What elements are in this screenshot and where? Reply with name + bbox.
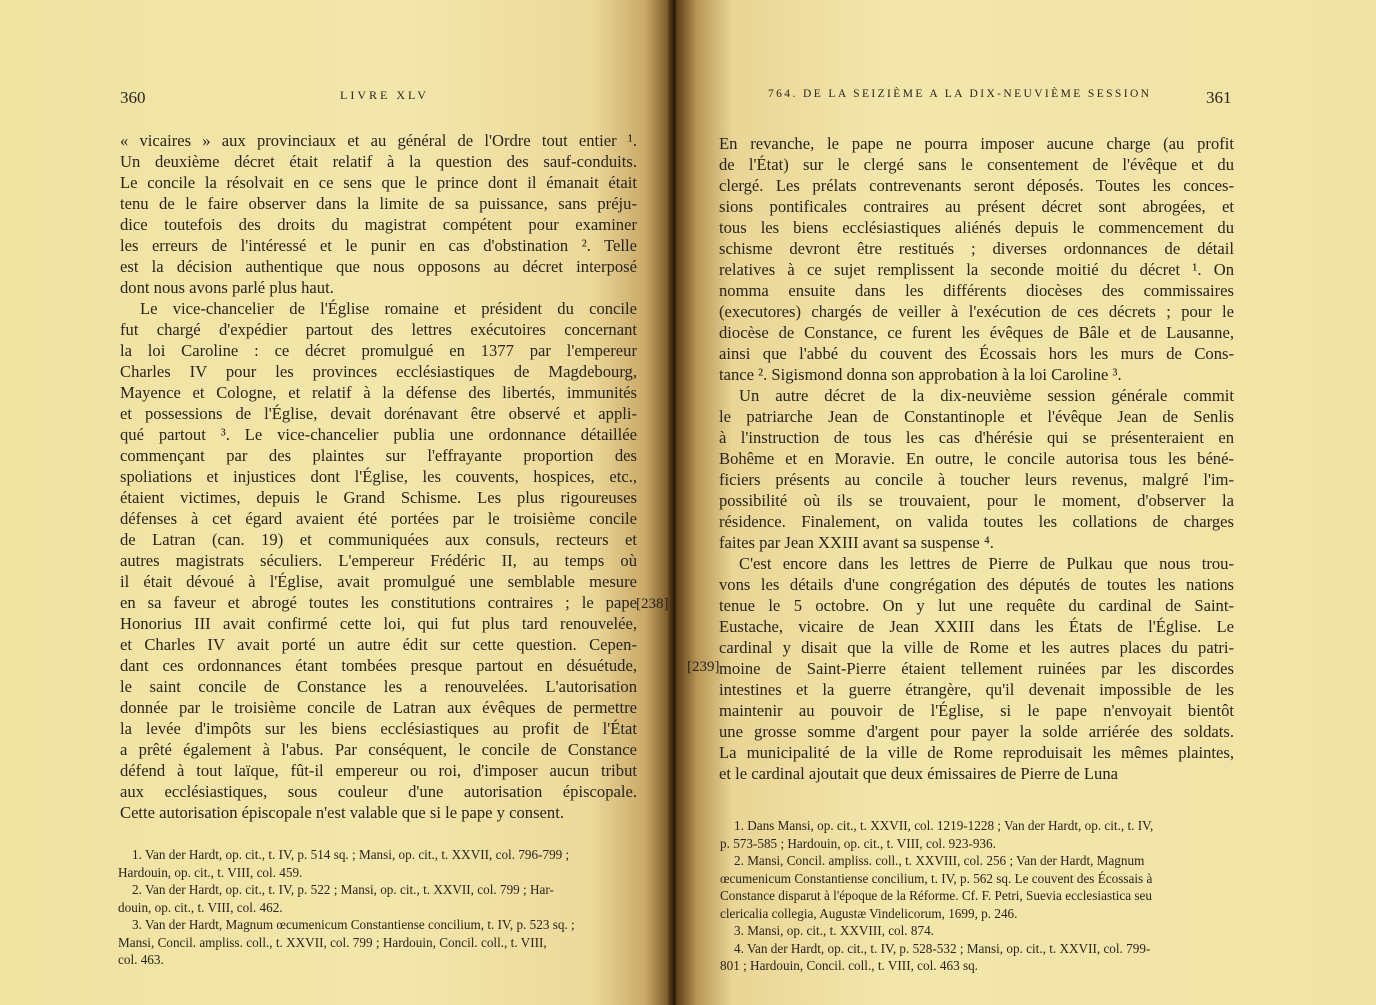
text-line: Le concile la résolvait en ce sens que le prince dont il émanait était [120,173,637,192]
text-line: Cette autorisation épiscopale n'est valable que si le pape y consent. [120,803,564,822]
text-line: à l'instruction de tous les cas d'hérésie qui se présenteraient en [719,428,1234,447]
footnote-line: douin, op. cit., t. VIII, col. 462. [118,899,283,915]
text-line: maintenir au pouvoir de l'Église, si le pape n'envoyait bientôt [719,701,1234,720]
footnote-line: Mansi, Concil. ampliss. coll., t. XXVII, col. 799 ; Hardouin, Concil. coll., t. VIII, [118,934,547,950]
footnote-line: 2. Van der Hardt, op. cit., t. IV, p. 522 ; Mansi, op. cit., t. XXVII, col. 799 ; Har- [132,882,554,897]
footnote-line: 1. Dans Mansi, op. cit., t. XXVII, col. 1219-1228 ; Van der Hardt, op. cit., t. IV, [734,818,1154,833]
text-line: qué partout ³. Le vice-chancelier publia une ordonnance détaillée [120,425,637,444]
text-line: Le vice-chancelier de l'Église romaine et président du concile [140,299,637,318]
text-line: clergé. Les prélats contrevenants seront déposés. Toutes les conces- [719,176,1234,195]
text-line: moine de Saint-Pierre étaient tellement ruinées par les discordes [719,659,1234,678]
text-line: ainsi que l'abbé du couvent des Écossais hors les murs de Cons- [719,344,1234,363]
text-line: dice toutefois des droits du magistrat compétent pour examiner [120,215,637,234]
text-line: commençant par des plaintes sur l'effrayante proportion des [120,446,637,465]
text-line: nomma ensuite dans les différents diocèses des commissaires [719,281,1234,300]
text-line: donnée par le troisième concile de Latran aux évêques de permettre [120,698,637,717]
text-line: et le cardinal ajoutait que deux émissaires de Pierre de Luna [719,764,1119,783]
footnote-line: Constance disparut à l'époque de la Réforme. Cf. F. Petri, Suevia ecclesiastica seu [720,888,1152,903]
text-line: tous les biens ecclésiastiques aliénés depuis le commencement du [719,218,1234,237]
text-line: tance ². Sigismond donna son approbation à la loi Caroline ³. [719,365,1122,384]
text-line: possibilité où ils se trouvaient, pour le moment, d'observer la [719,491,1234,510]
left-margin-reference: [238] [636,596,669,612]
text-line: Honorius III avait confirmé cette loi, qui fut plus tard renouvelée, [120,614,637,633]
text-line: tenu de le faire observer dans la limite de sa puissance, sans préju- [120,194,637,213]
footnote-line: 3. Mansi, op. cit., t. XXVIII, col. 874. [734,923,934,938]
text-line: Mayence et Cologne, et relatif à la défense des libertés, immunités [120,383,637,402]
text-line: en sa faveur et abrogé toutes les constitutions contraires ; le pape [120,593,637,612]
left-page [0,0,672,1005]
footnote-line: 2. Mansi, Concil. ampliss. coll., t. XXVIII, col. 256 ; Van der Hardt, Magnum [734,853,1145,868]
text-line: Un autre décret de la dix-neuvième session générale commit [739,386,1234,405]
text-line: défenses à cet égard avaient été portées par le troisième concile [120,509,637,528]
footnote-line: 1. Van der Hardt, op. cit., t. IV, p. 514 sq. ; Mansi, op. cit., t. XXVII, col. 796-799 ; [132,847,570,862]
left-body-text [120,130,637,823]
text-line: Eustache, vicaire de Jean XXIII dans les États de l'Église. Le [719,617,1234,636]
footnote-line: clericalia collegia, Augustæ Vindelicorum, 1699, p. 246. [720,905,1018,921]
text-line: de Latran (can. 19) et communiquées aux consuls, recteurs et [120,530,637,549]
text-line: spoliations et injustices dont l'Église, les couvents, hospices, etc., [120,467,637,486]
text-line: et possessions de l'Église, devait dorénavant être observé et appli- [120,404,637,423]
text-line: Un deuxième décret était relatif à la question des sauf-conduits. [120,152,637,171]
text-line: C'est encore dans les lettres de Pierre de Pulkau que nous trou- [739,554,1234,573]
text-line: résidence. Finalement, on valida toutes les collations de charges [719,512,1234,531]
text-line: autres magistrats séculiers. L'empereur Frédéric II, au temps où [120,551,637,570]
right-margin-reference: [239] [687,659,720,675]
text-line: (executores) chargés de veiller à l'exécution de ces décrets ; pour le [719,302,1234,321]
text-line: Charles IV pour les provinces ecclésiastiques de Magdebourg, [120,362,637,381]
footnote-line: 801 ; Hardouin, Concil. coll., t. VIII, col. 463 sq. [720,958,978,973]
text-line: « vicaires » aux provinciaux et au général de l'Ordre tout entier ¹. [120,131,637,150]
text-line: la levée d'impôts sur les biens ecclésiastiques au profit de l'État [120,719,637,738]
footnote-line: Hardouin, op. cit., t. VIII, col. 459. [118,864,303,880]
text-line: La municipalité de la ville de Rome reproduisait les mêmes plaintes, [719,743,1234,762]
text-line: relatives à ce sujet remplissent la seconde moitié du décret ¹. On [719,260,1234,279]
text-line: ficiers présents au concile à toucher leurs revenus, malgré l'im- [719,470,1234,489]
text-line: dant ces ordonnances étant tombées presque partout en désuétude, [120,656,637,675]
text-line: intestines et la guerre étrangère, qu'il devenait impossible de les [719,680,1234,699]
left-footnotes [118,846,637,969]
text-line: de l'État) sur le clergé sans le consentement de l'évêque et du [719,155,1234,174]
text-line: étaient victimes, depuis le Grand Schisme. Les plus rigoureuses [120,488,637,507]
text-line: les erreurs de l'intéressé et le punir en cas d'obstination ². Telle [120,236,637,255]
text-line: le saint concile de Constance les a renouvelées. L'autorisation [120,677,637,696]
text-line: défend à tout laïque, fût-il empereur ou roi, d'imposer aucun tribut [120,761,637,780]
footnote-line: œcumenicum Constantiense concilium, t. IV, p. 562 sq. Le couvent des Écossais à [720,870,1153,886]
footnote-line: 3. Van der Hardt, Magnum œcumenicum Constantiense concilium, t. IV, p. 523 sq. ; [132,917,575,932]
text-line: faites par Jean XXIII avant sa suspense ⁴. [719,533,994,552]
text-line: aux ecclésiastiques, sous couleur d'une autorisation épiscopale. [120,782,637,801]
right-page-number: 361 [1206,88,1232,107]
right-running-head: 764. DE LA SEIZIÈME A LA DIX-NEUVIÈME SESSION [768,88,1152,100]
right-page [676,0,1376,1005]
text-line: a prêté également à l'abus. Par conséquent, le concile de Constance [120,740,637,759]
footnote-line: col. 463. [118,952,164,967]
text-line: Bohême et en Moravie. En outre, le concile autorisa tous les béné- [719,449,1234,468]
text-line: la loi Caroline : ce décret promulgué en 1377 par l'empereur [120,341,637,360]
text-line: fut chargé d'expédier partout des lettres exécutoires concernant [120,320,637,339]
text-line: tenue le 5 octobre. On y lut une requête du cardinal de Saint- [719,596,1234,615]
text-line: le patriarche Jean de Constantinople et l'évêque Jean de Senlis [719,407,1234,426]
text-line: est la décision authentique que nous opposons au décret interposé [120,257,637,276]
text-line: cardinal y disait que la ville de Rome et les autres places du patri- [719,638,1234,657]
text-line: En revanche, le pape ne pourra imposer aucune charge (au profit [719,134,1234,153]
left-page-number: 360 [120,88,146,107]
text-line: dont nous avons parlé plus haut. [120,278,334,297]
footnote-line: p. 573-585 ; Hardouin, op. cit., t. VIII, col. 923-936. [720,835,996,851]
text-line: schisme devront être restitués ; diverses ordonnances de détail [719,239,1234,258]
text-line: diocèse de Constance, ce furent les évêques de Bâle et de Lausanne, [719,323,1234,342]
text-line: sions pontificales contraires au présent décret sont abrogées, et [719,197,1234,216]
text-line: et Charles IV avait porté un autre édit sur cette question. Cepen- [120,635,637,654]
text-line: il était dévoué à l'Église, avait promulgué une semblable mesure [120,572,637,591]
right-footnotes [720,817,1237,975]
left-running-head: LIVRE XLV [340,88,429,102]
footnote-line: 4. Van der Hardt, op. cit., t. IV, p. 528-532 ; Mansi, op. cit., t. XXVII, col. 799- [734,940,1151,956]
text-line: une grosse somme d'argent pour payer la solde arriérée des soldats. [719,722,1234,741]
text-line: vons les détails d'une congrégation des députés de toutes les nations [719,575,1234,594]
right-body-text [719,133,1234,784]
